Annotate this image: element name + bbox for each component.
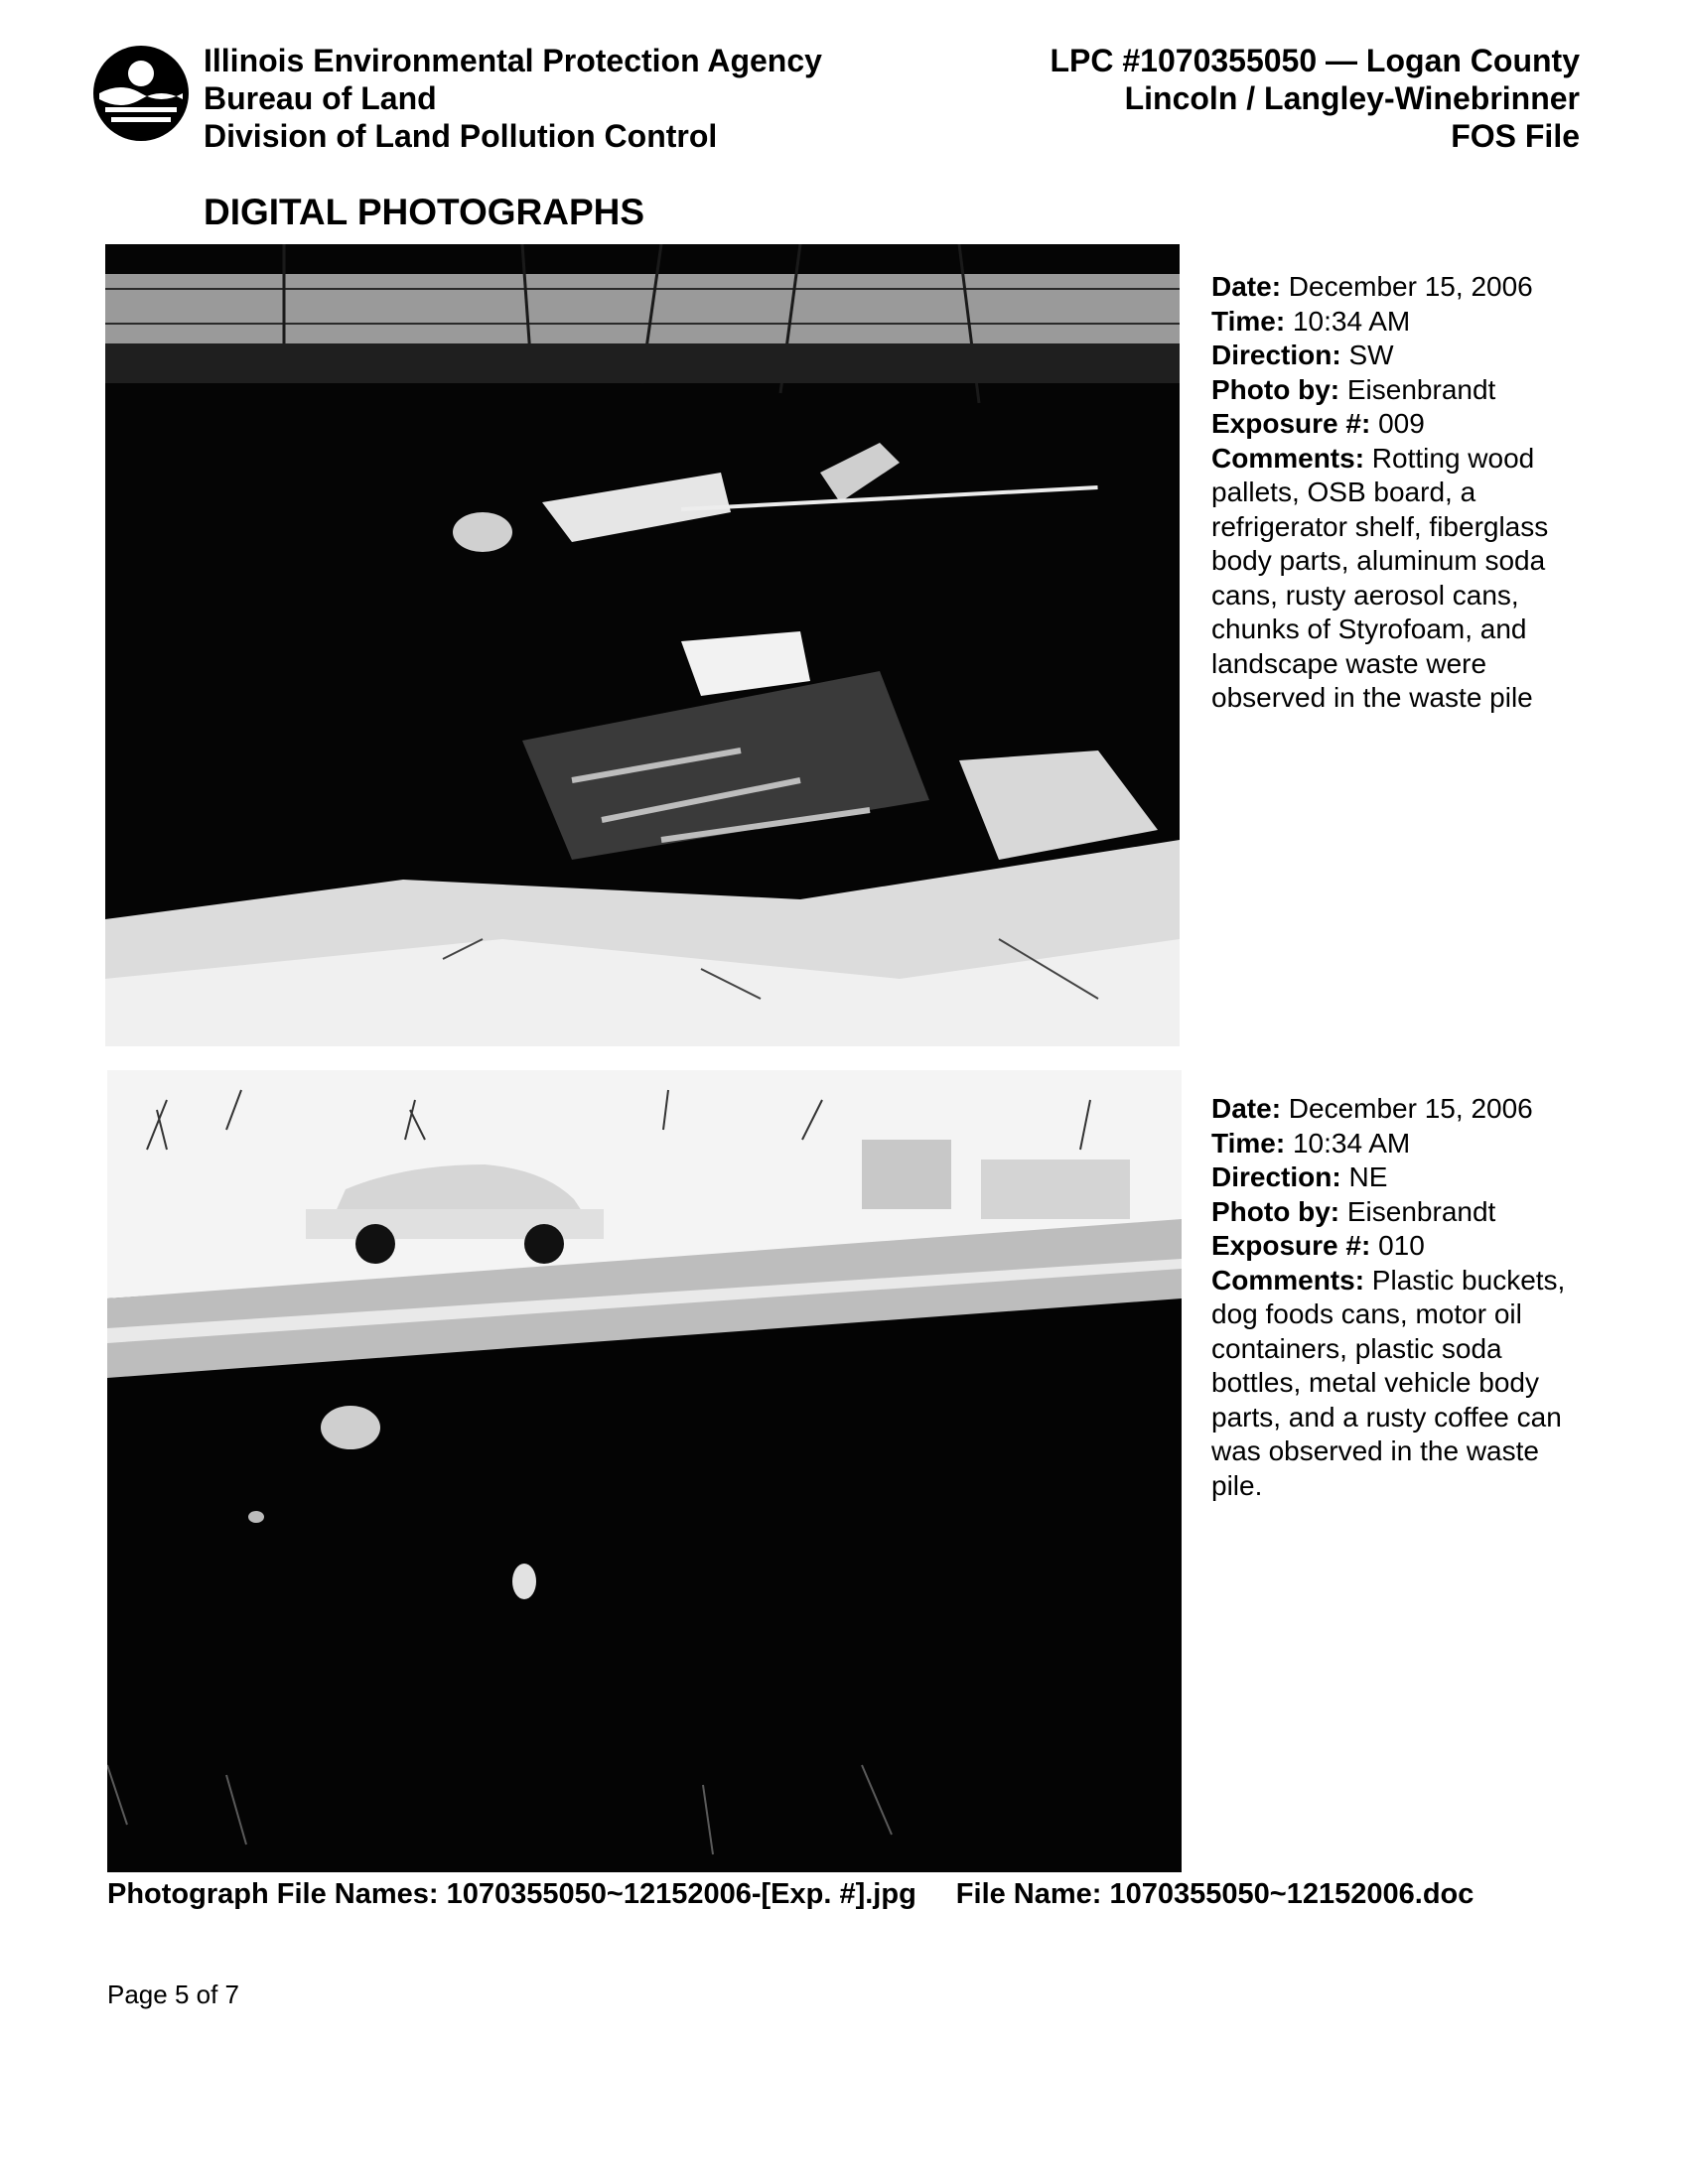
date-value: December 15, 2006: [1288, 1093, 1533, 1124]
file-type: FOS File: [1451, 118, 1580, 154]
photo-by-label: Photo by:: [1211, 373, 1340, 405]
site-name: Lincoln / Langley-Winebrinner: [1124, 80, 1580, 116]
exposure-label: Exposure #:: [1211, 1230, 1371, 1261]
case-block: [1050, 42, 1580, 155]
date-field: [1211, 270, 1569, 305]
direction-field: [1211, 1160, 1569, 1195]
comments-value: Rotting wood pallets, OSB board, a refrigerator shelf, fiberglass body parts, aluminum soda cans, rusty aerosol cans, chunks of Styrofoam, and landscape waste were observed in the waste pile: [1211, 442, 1549, 713]
date-label: Date:: [1211, 1093, 1282, 1124]
exposure-value: 009: [1378, 408, 1425, 439]
time-value: 10:34 AM: [1292, 305, 1411, 337]
illinois-epa-seal-icon: [91, 44, 191, 143]
photo-file-names: Photograph File Names: 1070355050~12152006-[Exp. #].jpg: [107, 1878, 916, 1910]
photo-caption-1: [1211, 270, 1569, 716]
direction-label: Direction:: [1211, 1161, 1341, 1192]
date-label: Date:: [1211, 271, 1282, 302]
time-value: 10:34 AM: [1292, 1127, 1411, 1159]
comments-label: Comments:: [1211, 1264, 1365, 1296]
comments-value: Plastic buckets, dog foods cans, motor oil containers, plastic soda bottles, metal vehicle body parts, and a rusty coffee can was observed in the waste pile.: [1211, 1264, 1566, 1501]
photo-by-value: Eisenbrandt: [1346, 1195, 1496, 1227]
exposure-label: Exposure #:: [1211, 408, 1371, 439]
direction-value: SW: [1348, 340, 1394, 370]
document-file-name: File Name: 1070355050~12152006.doc: [955, 1878, 1474, 1910]
site-photo-1: [105, 244, 1180, 1046]
date-value: December 15, 2006: [1288, 271, 1533, 302]
photo-by-field: [1211, 373, 1569, 408]
footer-file-names: [107, 1876, 1597, 1912]
case-number: LPC #1070355050 — Logan County: [1050, 43, 1580, 78]
agency-block: [204, 42, 822, 155]
direction-field: [1211, 339, 1569, 373]
comments-field: [1211, 442, 1569, 716]
photo-caption-2: [1211, 1092, 1569, 1503]
photo-by-value: Eisenbrandt: [1346, 373, 1496, 405]
photo-by-field: [1211, 1195, 1569, 1230]
exposure-value: 010: [1378, 1230, 1425, 1261]
exposure-field: [1211, 407, 1569, 442]
division-name: Division of Land Pollution Control: [204, 118, 718, 154]
comments-label: Comments:: [1211, 442, 1365, 474]
page-number: Page 5 of 7: [107, 1979, 239, 2009]
direction-label: Direction:: [1211, 340, 1341, 370]
photo-by-label: Photo by:: [1211, 1195, 1340, 1227]
bureau-name: Bureau of Land: [204, 80, 437, 116]
time-field: [1211, 1127, 1569, 1161]
exposure-field: [1211, 1229, 1569, 1264]
time-label: Time:: [1211, 305, 1286, 337]
date-field: [1211, 1092, 1569, 1127]
time-label: Time:: [1211, 1127, 1286, 1159]
agency-name: Illinois Environmental Protection Agency: [204, 43, 822, 78]
site-photo-2: [107, 1070, 1182, 1872]
comments-field: [1211, 1264, 1569, 1504]
section-title: DIGITAL PHOTOGRAPHS: [204, 192, 645, 232]
direction-value: NE: [1348, 1161, 1388, 1192]
time-field: [1211, 305, 1569, 340]
